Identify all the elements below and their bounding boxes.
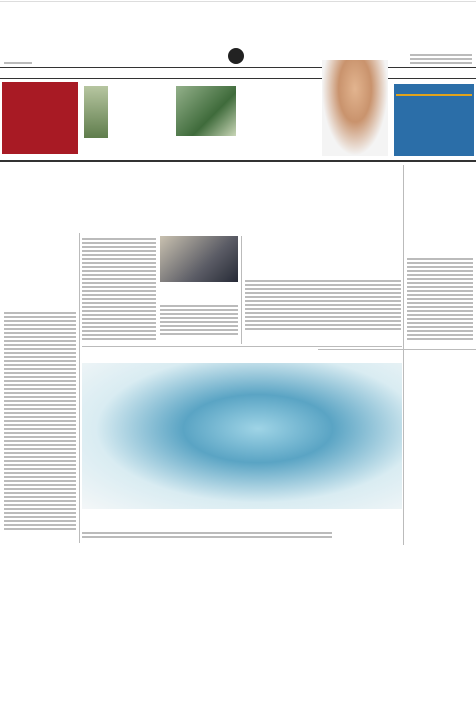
- main-article-body: [82, 236, 156, 342]
- analisi-body: [4, 310, 76, 532]
- logo-emblem-icon: [228, 48, 244, 64]
- teaser-libro-photo: [84, 86, 108, 138]
- teaser-libro-photo2: [176, 86, 236, 136]
- draghi-photo: [160, 236, 238, 282]
- promo-dolomiti[interactable]: [394, 84, 474, 156]
- calenda-body: [160, 303, 238, 335]
- caso-right-body: [407, 256, 473, 340]
- right-info: [410, 52, 472, 64]
- barcode-text: [4, 60, 32, 66]
- teaser-venezia[interactable]: [2, 82, 78, 154]
- caso-main-body: [245, 278, 401, 332]
- promo-line4: [396, 94, 472, 96]
- teaser-libro[interactable]: [112, 84, 172, 86]
- sanita-subline: [82, 530, 332, 538]
- swimmer-photo: [322, 60, 388, 156]
- nurse-photo: [82, 363, 402, 509]
- teaser-mondiali[interactable]: [246, 86, 324, 88]
